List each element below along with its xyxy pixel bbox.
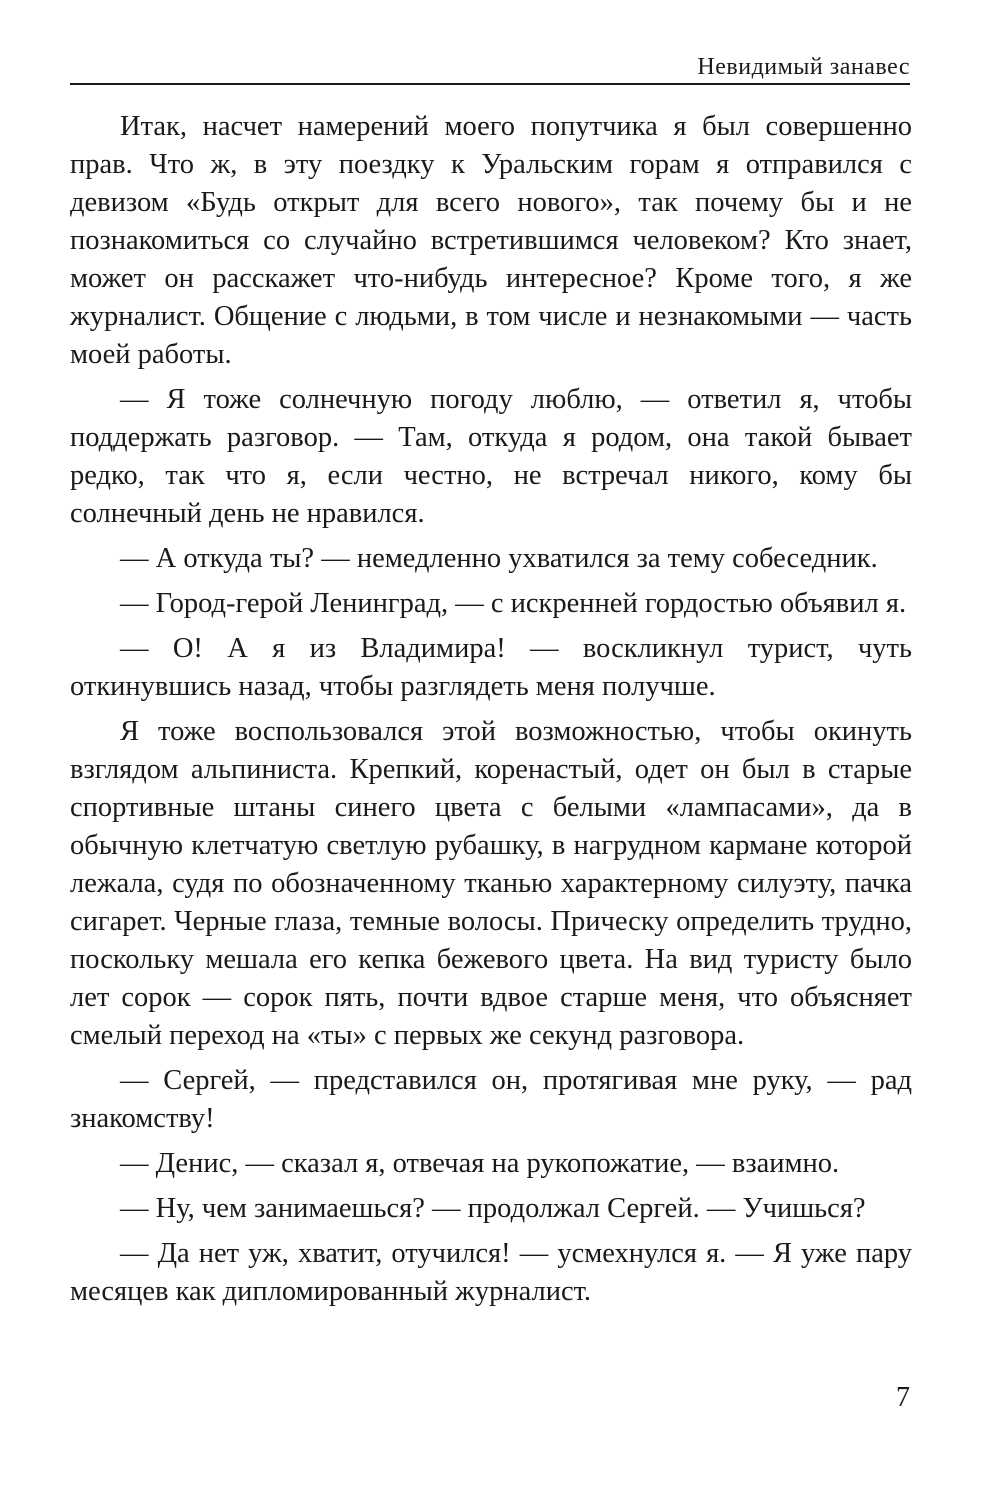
paragraph: — Город-герой Ленинград, — с искренней гордостью объявил я.: [120, 588, 907, 619]
page-number: 7: [896, 1382, 910, 1413]
running-header: Невидимый занавес: [697, 54, 910, 80]
paragraph: — А откуда ты? — немедленно ухватился за тему собеседник.: [120, 543, 878, 574]
paragraph: — Я тоже солнечную погоду люблю, — ответил я, чтобы поддержать разговор. — Там, откуда я родом, она такой бывает редко, так что я, если честно, не встречал никого, кому бы солнечный день не нравился.: [70, 384, 912, 529]
body-text: [70, 108, 912, 1318]
paragraph: Я тоже воспользовался этой возможностью, чтобы окинуть взглядом альпиниста. Крепкий, коренастый, одет он был в старые спортивные штаны синего цвета с белыми «лампасами», да в обычную клетчатую светлую рубашку, в нагрудном кармане которой лежала, судя по обозначенному тканью характерному силуэту, пачка сигарет. Черные глаза, темные волосы. Прическу определить трудно, поскольку мешала его кепка бежевого цвета. На вид туристу было лет сорок — сорок пять, почти вдвое старше меня, что объясняет смелый переход на «ты» с первых же секунд разговора.: [70, 716, 912, 1051]
paragraph: — Да нет уж, хватит, отучился! — усмехнулся я. — Я уже пару месяцев как дипломированный журналист.: [70, 1238, 912, 1307]
paragraph: — Ну, чем занимаешься? — продолжал Сергей. — Учишься?: [120, 1193, 866, 1224]
paragraph: — Сергей, — представился он, протягивая мне руку, — рад знакомству!: [70, 1065, 912, 1134]
paragraph: Итак, насчет намерений моего попутчика я был совершенно прав. Что ж, в эту поездку к Уральским горам я отправился с девизом «Будь открыт для всего нового», так почему бы и не познакомиться со случайно встретившимся человеком? Кто знает, может он расскажет что-нибудь интересное? Кроме того, я же журналист. Общение с людьми, в том числе и незнакомыми — часть моей работы.: [70, 111, 912, 370]
header-rule: [70, 83, 910, 85]
paragraph: — Денис, — сказал я, отвечая на рукопожатие, — взаимно.: [120, 1148, 840, 1179]
paragraph: — О! А я из Владимира! — воскликнул турист, чуть откинувшись назад, чтобы разглядеть меня получше.: [70, 633, 912, 702]
